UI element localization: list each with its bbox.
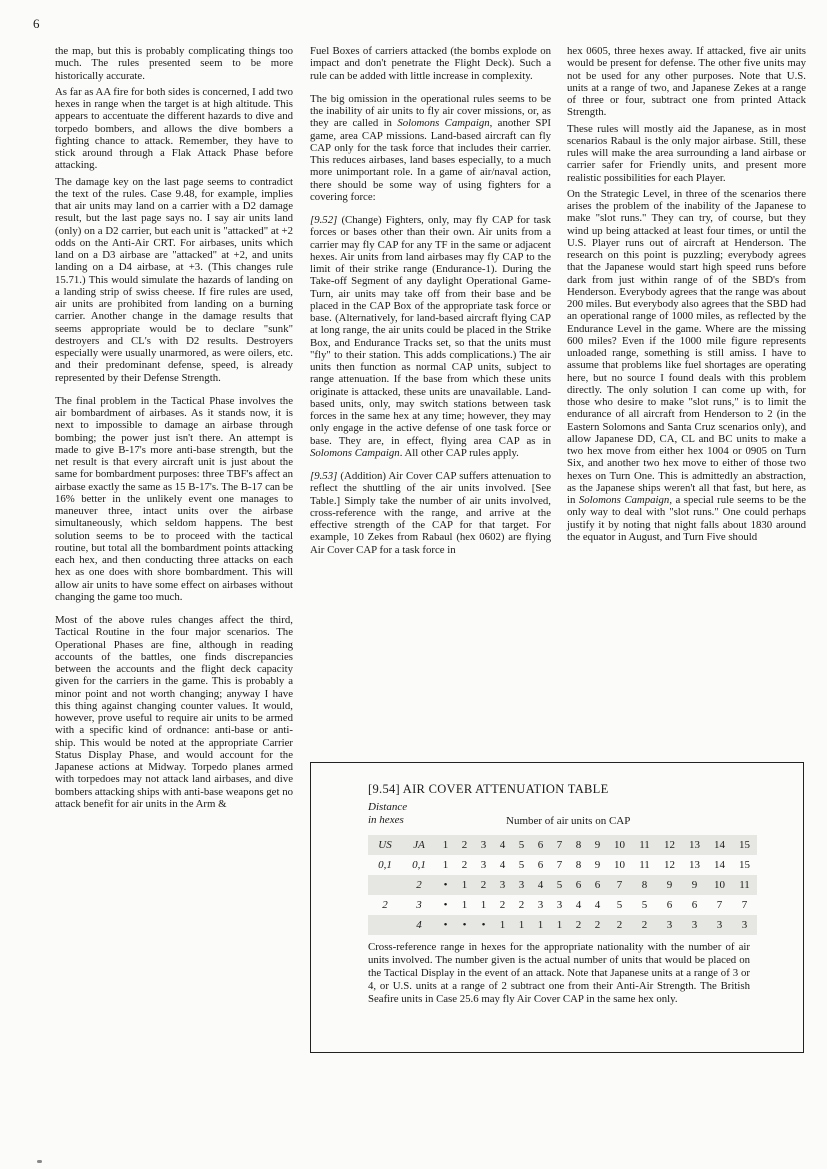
table-caption: Cross-reference range in hexes for the appropriate nationality with the number of air units involved. The number given is the actual number of units that would be placed on the Tactical Display in the event of an attack. Note that Japanese units at a range of 3 or 4, or U.S. units at a range of 2 subtract one from their Anti-Air Strength. The British Seafire units in Case 25.6 may fly Air Cover CAP in the same hex only. <box>368 941 750 1005</box>
value-cell: 7 <box>607 875 632 895</box>
table-row <box>368 875 757 895</box>
distance-label: Distance <box>368 801 408 813</box>
value-cell: 15 <box>739 859 750 871</box>
case-number: [9.52] <box>310 214 338 226</box>
paragraph: The damage key on the last page seems to contradict the text of the rules. Case 9.48, for example, implies that air units may land on a carrier with a D2 damage result, but the last page says no. I say air units land (only) on a D2 carrier, but each unit is "attacked" at +2 odds on the Anti-Air CRT. For airbases, units which land on a D3 airbase are "attacked" at +2, and units landing on a D4 airbase, at +3. (This changes rule 15.71.) This would simulate the hazards of landing on a landing strip of swiss cheese. If fire rules are used, air units are prohibited from landing on a burning carrier. Another change in the damage results that seems appropriate would be to declare "sunk" destroyers and CL's with D2 results. Destroyers especially were usually unarmored, as were oilers, etc. and their predominant defense, speed, is already represented by their Defense Strength. <box>55 175 293 384</box>
paragraph: Fuel Boxes of carriers attacked (the bombs explode on impact and don't penetrate the Flight Deck). Such a rule can be added with little increase in complexity. <box>310 45 551 82</box>
value-cell: • <box>443 899 448 911</box>
value-cell: 10 <box>707 875 732 895</box>
value-cell: 2 <box>569 915 588 935</box>
value-cell: 1 <box>550 915 569 935</box>
value-cell: 8 <box>632 875 657 895</box>
paragraph: These rules will mostly aid the Japanese, as in most scenarios Rabaul is the only major airbase. Still, these rules will make the area surrounding a land airbase or carrier safer for Friendly units, and present more realistic possibilities for each Player. <box>567 122 806 184</box>
paragraph <box>310 93 551 203</box>
ja-range-cell: 3 <box>416 899 422 911</box>
text-run: The big omission in the operational rules seems to be the inability of air units to fly air cover missions, or, as they are called in <box>310 92 551 130</box>
value-cell: 4 <box>493 835 512 855</box>
case-number: [9.53] <box>310 470 338 482</box>
us-range-cell <box>368 875 402 895</box>
value-cell: 4 <box>499 859 506 871</box>
value-cell: 1 <box>512 915 531 935</box>
value-cell: 13 <box>682 835 707 855</box>
value-cell: 7 <box>556 859 563 871</box>
value-cell: 15 <box>732 835 757 855</box>
value-cell: 5 <box>616 899 623 911</box>
page-number: 6 <box>33 16 40 31</box>
value-cell: 2 <box>455 835 474 855</box>
units-header: Number of air units on CAP <box>506 815 631 827</box>
value-cell: 2 <box>461 859 468 871</box>
value-cell: 11 <box>639 859 650 871</box>
value-cell: 12 <box>657 835 682 855</box>
us-range-cell: 2 <box>382 899 388 911</box>
value-cell: • <box>455 915 474 935</box>
table-row <box>368 915 757 935</box>
value-cell: 11 <box>732 875 757 895</box>
us-range-cell: 0,1 <box>378 859 392 871</box>
value-cell: • <box>436 915 455 935</box>
text-run: (Addition) Air Cover CAP suffers attenuation to reflect the shuttling of the air units involved. [See Table.] Simply take the number of air units involved, cross-reference with the range, and arrive at the effective strength of the CAP for that target. For example, 10 Zekes from Rabaul (hex 0602) are flying Air Cover CAP for a task force in <box>310 470 551 556</box>
game-title: Solomons Campaign <box>578 494 670 506</box>
value-cell: 10 <box>614 859 625 871</box>
value-cell: 2 <box>588 915 607 935</box>
table-title: [9.54] AIR COVER ATTENUATION TABLE <box>368 782 609 796</box>
distance-header <box>368 801 407 827</box>
ja-range-cell: 2 <box>402 875 436 895</box>
value-cell: 9 <box>657 875 682 895</box>
game-title: Solomons Campaign <box>397 117 490 130</box>
distance-label: in hexes <box>368 814 404 826</box>
value-cell: 6 <box>531 835 550 855</box>
table-row <box>368 895 757 915</box>
value-cell: 6 <box>691 899 698 911</box>
value-cell: 2 <box>499 899 506 911</box>
value-cell: • <box>474 915 493 935</box>
attenuation-table <box>368 835 757 935</box>
value-cell: 1 <box>493 915 512 935</box>
value-cell: 5 <box>512 835 531 855</box>
value-cell: 13 <box>689 859 700 871</box>
ja-range-cell: JA <box>402 835 436 855</box>
value-cell: 8 <box>575 859 582 871</box>
game-title: Solomons Campaign <box>310 446 400 459</box>
value-cell: • <box>436 875 455 895</box>
value-cell: 9 <box>682 875 707 895</box>
value-cell: 12 <box>664 859 675 871</box>
text-run: (Change) Fighters, only, may fly CAP for task forces or bases other than their own. Air units from a carrier may fly CAP for any TF in the same or adjacent hexes. Air units from land airbases may fly CAP to the limit of their strike range (Endurance-1). During the Take-off Segment of any daylight Operational Game-Turn, air units may take off from their base and be placed in the CAP Box of the appropriate task force or base. (Alternatively, for land-based aircraft flying CAP at long range, the air units could be placed in the Strike Box, and Endurance Tracks set, so that the units must "fly" to their station. This adds complications.) The air units then function as normal CAP units, subject to range attenuation. If the base from which these units originate is attacked, these units are unavailable. Land-based units, only, may switch stations between task forces in the same hex at any time; however, they may only engage in the active defense of one task force or base. They are, in effect, flying area CAP as in <box>310 214 551 447</box>
us-range-cell: US <box>368 835 402 855</box>
value-cell: 5 <box>641 899 648 911</box>
value-cell: 1 <box>531 915 550 935</box>
value-cell: 3 <box>512 875 531 895</box>
value-cell: 1 <box>436 835 455 855</box>
paragraph: Most of the above rules changes affect the third, Tactical Routine in the four major scenarios. The Operational Phases are fine, although in reading accounts of the battles, one finds discrepancies between the accounts and the flight deck capacity given for the carriers in the game. This is probably a minor point and not worth changing; anyway I have this thing against changing counter values. It would, however, prove useful to require air units to be armed with a specific kind of ordnance: anti-base or anti-ship. This would be noted at the appropriate Carrier Status Display Phase, and would account for the Japanese actions at Midway. Torpedo planes armed with torpedoes may not attack land airbases, and dive bombers attacking ships with anti-base weapons get no attack benefit for air units in the Arm & <box>55 614 293 810</box>
value-cell: 4 <box>575 899 582 911</box>
paragraph: The final problem in the Tactical Phase involves the air bombardment of airbases. As it stands now, it is next to impossible to damage an airbase through bombing; the power just isn't there. An attempt is made to give B-17's more anti-base strength, but the net result is that every aircraft unit is just about the same for bombardment purposes: three TBF's affect an airbase exactly the same as 15 B-17's. The B-17 can be 16% better in the unlikely event one manages to maneuver three, intact units over the airbase simultaneously, which seldom happens. The best solution seems to be to proceed with the tactical routine, but total all the bombardment points attacking each hex, and then conducting three attacks on each hex as one does with shore bombardment. This will allow air units to have some effect on airbases without changing the game too much. <box>55 394 293 603</box>
value-cell: 6 <box>666 899 673 911</box>
paragraph <box>310 470 551 556</box>
value-cell: 3 <box>480 859 487 871</box>
text-column-2 <box>310 45 551 560</box>
value-cell: 3 <box>474 835 493 855</box>
value-cell: 3 <box>537 899 544 911</box>
value-cell: 7 <box>716 899 723 911</box>
text-column-1 <box>55 45 293 814</box>
attenuation-table-box <box>310 762 804 1053</box>
paragraph: the map, but this is probably complicating things too much. The rules presented seem to be more historically accurate. <box>55 45 293 82</box>
value-cell: 1 <box>480 899 487 911</box>
value-cell: 3 <box>657 915 682 935</box>
value-cell: 3 <box>556 899 563 911</box>
value-cell: 3 <box>493 875 512 895</box>
value-cell: 2 <box>474 875 493 895</box>
value-cell: 8 <box>569 835 588 855</box>
value-cell: 2 <box>518 899 525 911</box>
value-cell: 7 <box>741 899 748 911</box>
ja-range-cell: 4 <box>402 915 436 935</box>
value-cell: 14 <box>707 835 732 855</box>
value-cell: 7 <box>550 835 569 855</box>
print-speck <box>37 1160 42 1163</box>
value-cell: 6 <box>569 875 588 895</box>
value-cell: 10 <box>607 835 632 855</box>
value-cell: 5 <box>550 875 569 895</box>
value-cell: 2 <box>607 915 632 935</box>
paragraph: hex 0605, three hexes away. If attacked, five air units would be present for defense. The other five units may not be used for any other purposes. Note that U.S. units at a range of two, and Japanese Zekes at a range of three or four, subtract one from printed Attack Strength. <box>567 45 806 119</box>
value-cell: 14 <box>714 859 725 871</box>
paragraph: As far as AA fire for both sides is concerned, I add two hexes in range when the target is at high altitude. This appears to accentuate the different hazards to dive and torpedo bombers, and allows the dive bombers a fighting chance to attack. Remember, they have to stick around through a Flak Attack Phase before attacking. <box>55 85 293 172</box>
value-cell: 6 <box>537 859 544 871</box>
table-row <box>368 835 757 855</box>
value-cell: 3 <box>707 915 732 935</box>
value-cell: 3 <box>732 915 757 935</box>
value-cell: 4 <box>531 875 550 895</box>
value-cell: 2 <box>632 915 657 935</box>
value-cell: 1 <box>461 899 468 911</box>
paragraph <box>567 188 806 543</box>
text-column-3 <box>567 45 806 547</box>
value-cell: 4 <box>594 899 601 911</box>
ja-range-cell: 0,1 <box>412 859 426 871</box>
value-cell: 6 <box>588 875 607 895</box>
value-cell: 1 <box>455 875 474 895</box>
paragraph <box>310 214 551 459</box>
value-cell: 1 <box>442 859 449 871</box>
value-cell: 5 <box>518 859 525 871</box>
table-row <box>368 855 757 875</box>
text-run: On the Strategic Level, in three of the scenarios there arises the problem of the inability of the Japanese to make "slot runs." They can try, of course, but they wind up being attacked at least four times, or until the U.S. Player runs out of aircraft at Henderson. The research on this point is puzzling; everybody agrees that the Japanese would start high speed runs before dark from just within range of of the SBD's from Henderson. Everybody agrees that the range was about 200 miles. But everybody also agrees that the SBD had an operational range of 1000 miles, as reflected by the Endurance Level in the game. Where are the missing 600 miles? Even if the 1000 mile figure represents unloaded range, something is still amiss. I have to assume that problems like fuel shortages are operating here, but no source I found deals with this problem directly. The only solution I can come up with, for those who desire to make "slot runs," is to limit the endurance of all aircraft from Henderson to 2 (in the Eastern Solomons and Santa Cruz scenarios only), and allow Japanese DD, CA, CL and BC units to make a two hex move from either hex 1004 or 0905 on Turn Six, and another two hex move to either of those two hexes on Turn One. This is admittedly an abstraction, as the Japanese ships weren't all that fast, but here, as in <box>567 187 806 506</box>
value-cell: 9 <box>588 835 607 855</box>
us-range-cell <box>368 915 402 935</box>
text-run: . All other CAP rules apply. <box>399 446 519 459</box>
text-run: , another SPI game, area CAP missions. Land-based aircraft can fly CAP only for the task force that includes their carrier. This reduces airbases, land bases especially, to a much more unimportant role. In a game of air/naval action, there should be some way of using fighters for a covering force: <box>310 117 551 203</box>
value-cell: 9 <box>594 859 601 871</box>
value-cell: 11 <box>632 835 657 855</box>
text-run: , a special rule seems to be the only way to deal with "slot runs." One could perhaps justify it by noting that night falls about 1830 around the equator in August, and Turn Five should <box>567 494 806 543</box>
value-cell: 3 <box>682 915 707 935</box>
